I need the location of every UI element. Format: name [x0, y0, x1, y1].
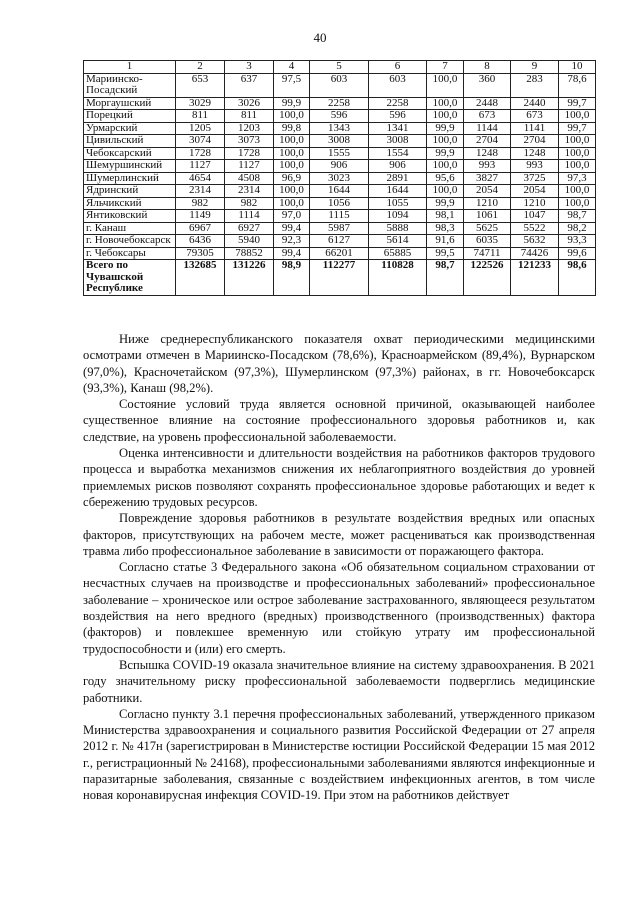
table-cell-value: 100,0	[559, 147, 596, 160]
table-cell-value: 74426	[511, 247, 559, 260]
table-cell-value: 2258	[310, 97, 369, 110]
table-cell-value: 98,9	[274, 260, 310, 296]
table-cell-value: 1341	[369, 122, 427, 135]
table-cell-value: 78852	[225, 247, 274, 260]
table-cell-value: 3008	[369, 135, 427, 148]
table-cell-name: г. Новочебоксарск	[84, 235, 176, 248]
table-cell-value: 100,0	[427, 160, 464, 173]
table-cell-value: 100,0	[559, 197, 596, 210]
table-cell-value: 100,0	[427, 110, 464, 123]
table-cell-name: Всего по Чувашской Республике	[84, 260, 176, 296]
table-cell-value: 99,7	[559, 122, 596, 135]
table-row	[84, 147, 596, 160]
table-cell-value: 4654	[176, 172, 225, 185]
page-number: 40	[313, 30, 327, 45]
table-cell-name: Мариинско-Посадский	[84, 73, 176, 97]
paragraph: Вспышка COVID-19 оказала значительное влияние на систему здравоохранения. В 2021 году значительному риску профессиональной заболеваемости подверглись медицинские работники.	[83, 657, 595, 705]
table-cell-value: 1149	[176, 210, 225, 223]
table-row-wrapped	[84, 73, 596, 97]
table-cell-value: 98,3	[427, 222, 464, 235]
table-row	[84, 185, 596, 198]
table-cell-value: 121233	[511, 260, 559, 296]
table-cell-value: 99,9	[427, 197, 464, 210]
table-cell-value: 3827	[464, 172, 511, 185]
body-text	[83, 331, 595, 804]
table-cell-value: 993	[511, 160, 559, 173]
table-cell-value: 100,0	[427, 97, 464, 110]
paragraph: Согласно статье 3 Федерального закона «Об обязательном социальном страховании от несчастных случаев на производстве и профессиональных заболеваний» профессиональное заболевание – хроническое или острое заболевание застрахованного, являющееся результатом воздействия на него вредного (вредных) производственного (производственных) фактора (факторов) и повлекшее временную или стойкую утрату им профессиональной трудоспособности и (или) его смерть.	[83, 560, 595, 656]
table-cell-value: 3073	[225, 135, 274, 148]
table-row	[84, 210, 596, 223]
table-cell-value: 1554	[369, 147, 427, 160]
table-cell-value: 1203	[225, 122, 274, 135]
table-cell-value: 2704	[511, 135, 559, 148]
table-cell-value: 96,9	[274, 172, 310, 185]
table-row	[84, 160, 596, 173]
table-cell-value: 2054	[511, 185, 559, 198]
column-header: 6	[369, 61, 427, 74]
table-cell-value: 100,0	[559, 110, 596, 123]
table-cell-value: 97,3	[559, 172, 596, 185]
table-cell-value: 2314	[225, 185, 274, 198]
table-cell-value: 1061	[464, 210, 511, 223]
table-cell-name: Янтиковский	[84, 210, 176, 223]
table-cell-value: 3023	[310, 172, 369, 185]
paragraph: Повреждение здоровья работников в результате воздействия вредных или опасных факторов, присутствующих на рабочем месте, может расцениваться как производственная травма либо профессиональное заболевание в зависимости от поражающего фактора.	[83, 511, 595, 558]
column-header: 2	[176, 61, 225, 74]
table-cell-value: 1248	[511, 147, 559, 160]
table-cell-value: 2891	[369, 172, 427, 185]
table-cell-value: 653	[176, 73, 225, 97]
table-cell-value: 99,8	[274, 122, 310, 135]
table-cell-value: 1144	[464, 122, 511, 135]
table-cell-name: Шемуршинский	[84, 160, 176, 173]
table-cell-name: Яльчикский	[84, 197, 176, 210]
table-cell-value: 5940	[225, 235, 274, 248]
column-header: 7	[427, 61, 464, 74]
table-cell-value: 2054	[464, 185, 511, 198]
table-cell-name: Чебоксарский	[84, 147, 176, 160]
table-cell-value: 100,0	[274, 197, 310, 210]
table-cell-value: 65885	[369, 247, 427, 260]
table-cell-value: 1114	[225, 210, 274, 223]
table-cell-value: 1056	[310, 197, 369, 210]
table-cell-value: 5632	[511, 235, 559, 248]
table-cell-value: 1055	[369, 197, 427, 210]
table-cell-value: 1210	[511, 197, 559, 210]
table-total-row	[84, 260, 596, 296]
table-cell-value: 5614	[369, 235, 427, 248]
column-header: 10	[559, 61, 596, 74]
table-cell-value: 993	[464, 160, 511, 173]
table-row	[84, 247, 596, 260]
paragraph: Состояние условий труда является основной причиной, оказывающей наиболее существенное влияние на состояние профессионального здоровья работников и, как следствие, на уровень профессиональной заболеваемости.	[83, 397, 595, 444]
table-row	[84, 110, 596, 123]
column-header: 4	[274, 61, 310, 74]
table-cell-value: 1141	[511, 122, 559, 135]
table-cell-value: 6035	[464, 235, 511, 248]
table-cell-name: г. Чебоксары	[84, 247, 176, 260]
table-cell-value: 99,4	[274, 222, 310, 235]
table-cell-value: 1728	[225, 147, 274, 160]
table-cell-value: 673	[511, 110, 559, 123]
paragraph: Согласно пункту 3.1 перечня профессиональных заболеваний, утвержденного приказом Министерства здравоохранения и социального развития Российской Федерации от 27 апреля 2012 г. № 417н (зарегистрирован в Министерстве юстиции Российской Федерации 15 мая 2012 г., регистрационный № 24168), профессиональными заболеваниями являются инфекционные и паразитарные заболевания, связанные с воздействием инфекционных агентов, в том числе новая коронавирусная инфекция COVID-19. При этом на работников действует	[83, 706, 595, 803]
table-cell-value: 100,0	[274, 160, 310, 173]
table-cell-value: 131226	[225, 260, 274, 296]
table-cell-value: 97,5	[274, 73, 310, 97]
coverage-table	[83, 60, 596, 296]
table-cell-value: 1127	[176, 160, 225, 173]
table-cell-value: 100,0	[559, 185, 596, 198]
table-cell-value: 603	[310, 73, 369, 97]
table-cell-value: 906	[310, 160, 369, 173]
table-cell-value: 110828	[369, 260, 427, 296]
table-cell-value: 596	[369, 110, 427, 123]
table-cell-value: 100,0	[274, 135, 310, 148]
table-cell-value: 2704	[464, 135, 511, 148]
table-cell-value: 91,6	[427, 235, 464, 248]
table-cell-value: 3008	[310, 135, 369, 148]
table-cell-value: 99,9	[427, 122, 464, 135]
table-cell-value: 132685	[176, 260, 225, 296]
paragraph: Оценка интенсивности и длительности воздействия на работников факторов трудового процесса и выработка механизмов снижения их неблагоприятного воздействия до уровней приемлемых рисков позволяют сохранять профессиональное здоровье работающих и ведет к сбережению трудовых ресурсов.	[83, 446, 595, 509]
table-cell-value: 99,7	[559, 97, 596, 110]
table-cell-value: 2440	[511, 97, 559, 110]
table-cell-name: г. Канаш	[84, 222, 176, 235]
table-cell-value: 6967	[176, 222, 225, 235]
table-cell-value: 100,0	[559, 160, 596, 173]
table-cell-value: 2258	[369, 97, 427, 110]
table-cell-value: 1248	[464, 147, 511, 160]
table-cell-value: 596	[310, 110, 369, 123]
table-cell-name: Ядринский	[84, 185, 176, 198]
table-cell-value: 112277	[310, 260, 369, 296]
table-cell-value: 100,0	[274, 185, 310, 198]
table-cell-value: 5888	[369, 222, 427, 235]
table-cell-value: 100,0	[427, 185, 464, 198]
table-cell-value: 1644	[369, 185, 427, 198]
table-cell-value: 99,4	[274, 247, 310, 260]
table-cell-value: 97,0	[274, 210, 310, 223]
table-cell-value: 100,0	[427, 135, 464, 148]
table-cell-value: 79305	[176, 247, 225, 260]
table-cell-value: 1644	[310, 185, 369, 198]
table-cell-value: 100,0	[274, 110, 310, 123]
table-cell-value: 99,9	[427, 147, 464, 160]
table-cell-name: Урмарский	[84, 122, 176, 135]
column-header: 3	[225, 61, 274, 74]
table-cell-value: 78,6	[559, 73, 596, 97]
table-cell-value: 98,7	[427, 260, 464, 296]
table-cell-name: Моргаушский	[84, 97, 176, 110]
table-row	[84, 97, 596, 110]
table-cell-value: 906	[369, 160, 427, 173]
table-row	[84, 172, 596, 185]
column-header: 1	[84, 61, 176, 74]
table-cell-value: 1047	[511, 210, 559, 223]
table-cell-value: 5522	[511, 222, 559, 235]
table-cell-value: 100,0	[427, 73, 464, 97]
table-cell-value: 74711	[464, 247, 511, 260]
table-cell-value: 95,6	[427, 172, 464, 185]
table-cell-value: 3029	[176, 97, 225, 110]
table-cell-value: 3074	[176, 135, 225, 148]
table-cell-value: 98,1	[427, 210, 464, 223]
table-cell-value: 1115	[310, 210, 369, 223]
table-cell-value: 1555	[310, 147, 369, 160]
table-cell-value: 811	[176, 110, 225, 123]
column-header: 5	[310, 61, 369, 74]
table-cell-name: Порецкий	[84, 110, 176, 123]
table-cell-name: Цивильский	[84, 135, 176, 148]
table-cell-value: 283	[511, 73, 559, 97]
table-cell-value: 5625	[464, 222, 511, 235]
table-cell-value: 982	[225, 197, 274, 210]
table-cell-value: 6127	[310, 235, 369, 248]
table-cell-value: 1210	[464, 197, 511, 210]
table-cell-value: 4508	[225, 172, 274, 185]
table-cell-value: 100,0	[274, 147, 310, 160]
table-row	[84, 122, 596, 135]
table-cell-value: 673	[464, 110, 511, 123]
table-cell-value: 98,7	[559, 210, 596, 223]
table-cell-value: 2314	[176, 185, 225, 198]
table-cell-value: 1205	[176, 122, 225, 135]
table-row	[84, 222, 596, 235]
table-cell-value: 1127	[225, 160, 274, 173]
table-cell-value: 98,2	[559, 222, 596, 235]
table-cell-value: 3725	[511, 172, 559, 185]
table-cell-value: 811	[225, 110, 274, 123]
table-cell-value: 1094	[369, 210, 427, 223]
table-header-row	[84, 61, 596, 74]
table-cell-value: 1343	[310, 122, 369, 135]
table-cell-value: 93,3	[559, 235, 596, 248]
column-header: 8	[464, 61, 511, 74]
table-cell-value: 99,5	[427, 247, 464, 260]
table-cell-value: 1728	[176, 147, 225, 160]
column-header: 9	[511, 61, 559, 74]
table-cell-value: 6927	[225, 222, 274, 235]
table-row	[84, 235, 596, 248]
table-row	[84, 197, 596, 210]
table-cell-value: 3026	[225, 97, 274, 110]
table-cell-value: 637	[225, 73, 274, 97]
table-cell-value: 982	[176, 197, 225, 210]
table-row	[84, 135, 596, 148]
table-cell-value: 5987	[310, 222, 369, 235]
table-cell-name: Шумерлинский	[84, 172, 176, 185]
table-cell-value: 100,0	[559, 135, 596, 148]
table-cell-value: 99,9	[274, 97, 310, 110]
table-cell-value: 122526	[464, 260, 511, 296]
table-cell-value: 92,3	[274, 235, 310, 248]
table-cell-value: 66201	[310, 247, 369, 260]
table-cell-value: 603	[369, 73, 427, 97]
table-cell-value: 98,6	[559, 260, 596, 296]
table-cell-value: 6436	[176, 235, 225, 248]
table-cell-value: 2448	[464, 97, 511, 110]
table-cell-value: 360	[464, 73, 511, 97]
table-cell-value: 99,6	[559, 247, 596, 260]
paragraph: Ниже среднереспубликанского показателя охват периодическими медицинскими осмотрами отмечен в Мариинско-Посадском (78,6%), Красноармейском (89,4%), Вурнарском (97,0%), Красночетайском (97,3%), Шумерлинском (97,3%) районах, в гг. Новочебоксарск (93,3%), Канаш (98,2%).	[83, 332, 595, 395]
